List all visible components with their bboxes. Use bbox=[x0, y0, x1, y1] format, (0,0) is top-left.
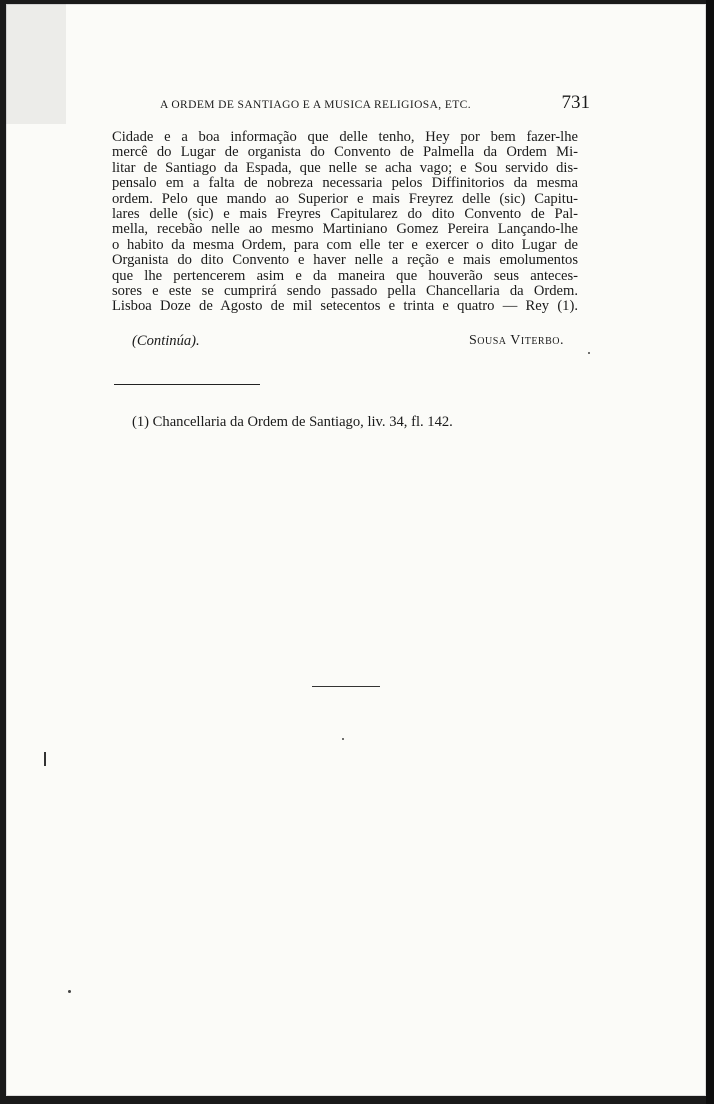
scan-mark bbox=[44, 752, 46, 766]
text-line: litar de Santiago da Espada, que nelle se acha vago; e Sou servido dis- bbox=[112, 159, 578, 176]
text-line: mella, recebão nelle ao mesmo Martiniano Gomez Pereira Lançando-lhe bbox=[112, 221, 578, 238]
scan-speck bbox=[68, 990, 71, 993]
footnote-separator-rule bbox=[114, 384, 260, 385]
footnote: (1) Chancellaria da Ordem de Santiago, liv. 34, fl. 142. bbox=[132, 414, 453, 430]
running-header bbox=[160, 92, 590, 114]
text-line: Lisboa Doze de Agosto de mil setecentos e trinta e quatro — Rey (1). bbox=[112, 298, 578, 315]
scan-border bbox=[706, 0, 714, 1104]
text-line: Organista do dito Convento e haver nelle a reção e mais emolumentos bbox=[112, 252, 578, 269]
section-end-rule bbox=[312, 686, 380, 687]
text-line: lares delle (sic) e mais Freyres Capitularez do dito Convento de Pal- bbox=[112, 206, 578, 223]
scan-speck bbox=[588, 352, 590, 354]
scan-shadow bbox=[6, 4, 66, 124]
text-line: sores e este se cumprirá sendo passado pella Chancellaria da Ordem. bbox=[112, 283, 578, 300]
scan-speck bbox=[342, 738, 344, 740]
text-line: Cidade e a boa informação que delle tenho, Hey por bem fazer-lhe bbox=[112, 129, 578, 145]
page-number: 731 bbox=[561, 92, 590, 113]
signoff bbox=[132, 333, 564, 350]
author-signature: Sousa Viterbo. bbox=[469, 333, 564, 348]
running-title: A ORDEM DE SANTIAGO E A MUSICA RELIGIOSA, ETC. bbox=[160, 99, 472, 111]
text-line: ordem. Pelo que mando ao Superior e mais Freyrez delle (sic) Capitu- bbox=[112, 190, 578, 207]
text-line: que lhe pertencerem asim e da maneira que houverão seus anteces- bbox=[112, 267, 578, 284]
text-line: mercê do Lugar de organista do Convento de Palmella da Ordem Mi- bbox=[112, 144, 578, 161]
body-paragraph bbox=[112, 130, 578, 315]
text-line: o habito da mesma Ordem, para com elle ter e exercer o dito Lugar de bbox=[112, 236, 578, 253]
continua-note: (Continúa). bbox=[132, 333, 200, 349]
text-line: pensalo em a falta de nobreza necessaria pelos Diffinitorios da mesma bbox=[112, 175, 578, 192]
